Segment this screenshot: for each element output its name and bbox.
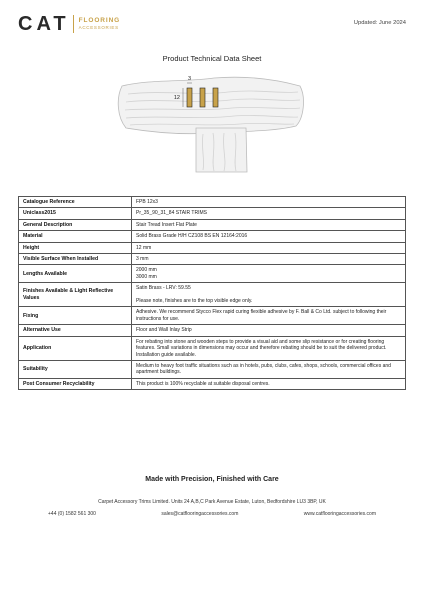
footer-tagline: Made with Precision, Finished with Care xyxy=(145,476,279,483)
footer-contacts xyxy=(48,511,376,517)
spec-value: 2000 mm 3000 mm xyxy=(132,265,406,283)
spec-key: Suitability xyxy=(19,360,132,378)
spec-row xyxy=(19,254,406,265)
wood-step-illustration xyxy=(118,76,303,172)
spec-value: Satin Brass - LRV: 59.55 Please note, finishes are to the top visible edge only. xyxy=(132,283,406,307)
spec-value: This product is 100% recyclable at suitable disposal centres. xyxy=(132,378,406,389)
spec-key: Lengths Available xyxy=(19,265,132,283)
spec-key: Application xyxy=(19,336,132,360)
logo-wordmark: CAT xyxy=(18,13,70,35)
brass-insert-1 xyxy=(187,88,192,107)
dimension-label-side: 12 xyxy=(173,95,180,101)
spec-row xyxy=(19,265,406,283)
spec-row xyxy=(19,325,406,336)
brass-insert-3 xyxy=(213,88,218,107)
spec-row xyxy=(19,307,406,325)
dimension-label-top: 3 xyxy=(187,76,192,82)
spec-key: Alternative Use xyxy=(19,325,132,336)
spec-row xyxy=(19,336,406,360)
spec-value: Floor and Wall Inlay Strip xyxy=(132,325,406,336)
spec-key: General Description xyxy=(19,219,132,230)
spec-row xyxy=(19,242,406,253)
spec-row xyxy=(19,283,406,307)
updated-date: Updated: June 2024 xyxy=(353,20,406,26)
spec-value: Stair Tread Insert Flat Plate xyxy=(132,219,406,230)
page-title: Product Technical Data Sheet xyxy=(162,54,262,63)
spec-row xyxy=(19,219,406,230)
logo-subtitle-line-1: FLOORING xyxy=(78,17,121,24)
spec-key: Post Consumer Recyclability xyxy=(19,378,132,389)
spec-value: 3 mm xyxy=(132,254,406,265)
spec-value: Solid Brass Grade H/H CZ108 BS EN 12164:2016 xyxy=(132,231,406,242)
spec-value: Medium to heavy foot traffic situations such as in hotels, pubs, clubs, cafes, shops, schools, commercial offices and apartment buildings. xyxy=(132,360,406,378)
spec-value: Adhesive. We recommend Stycco Flex rapid curing flexible adhesive by F. Ball & Co Ltd. subject to following their instructions for use. xyxy=(132,307,406,325)
spec-row xyxy=(19,208,406,219)
spec-value: Pr_35_90_31_84 STAIR TRIMS xyxy=(132,208,406,219)
spec-row xyxy=(19,197,406,208)
spec-key: Uniclass2015 xyxy=(19,208,132,219)
footer-phone: +44 (0) 1582 561 300 xyxy=(48,511,96,517)
spec-row xyxy=(19,231,406,242)
brass-insert-2 xyxy=(200,88,205,107)
spec-value: 12 mm xyxy=(132,242,406,253)
spec-value: For rebating into stone and wooden steps to provide a visual aid and some slip resistance or for creating flooring features. Small variations in dimensions may occur and therefore rebating should be to suit the delivered product. Installation guide available. xyxy=(132,336,406,360)
spec-table xyxy=(18,196,406,390)
footer-address: Carpet Accessory Trims Limited. Units 24 A,B,C Park Avenue Estate, Luton, Bedfordshire LU3 3BP, UK xyxy=(98,499,326,505)
spec-key: Material xyxy=(19,231,132,242)
spec-key: Visible Surface When Installed xyxy=(19,254,132,265)
spec-key: Finishes Available & Light Reflective Values xyxy=(19,283,132,307)
product-drawing xyxy=(0,0,424,200)
logo-subtitle-line-2: ACCESSORIES xyxy=(78,25,119,30)
spec-row xyxy=(19,378,406,389)
spec-key: Fixing xyxy=(19,307,132,325)
spec-key: Catalogue Reference xyxy=(19,197,132,208)
footer-email[interactable]: sales@catflooringaccessories.com xyxy=(161,511,239,517)
spec-key: Height xyxy=(19,242,132,253)
footer-website[interactable]: www.catflooringaccessories.com xyxy=(303,511,376,517)
spec-row xyxy=(19,360,406,378)
spec-value: FPB 12x3 xyxy=(132,197,406,208)
